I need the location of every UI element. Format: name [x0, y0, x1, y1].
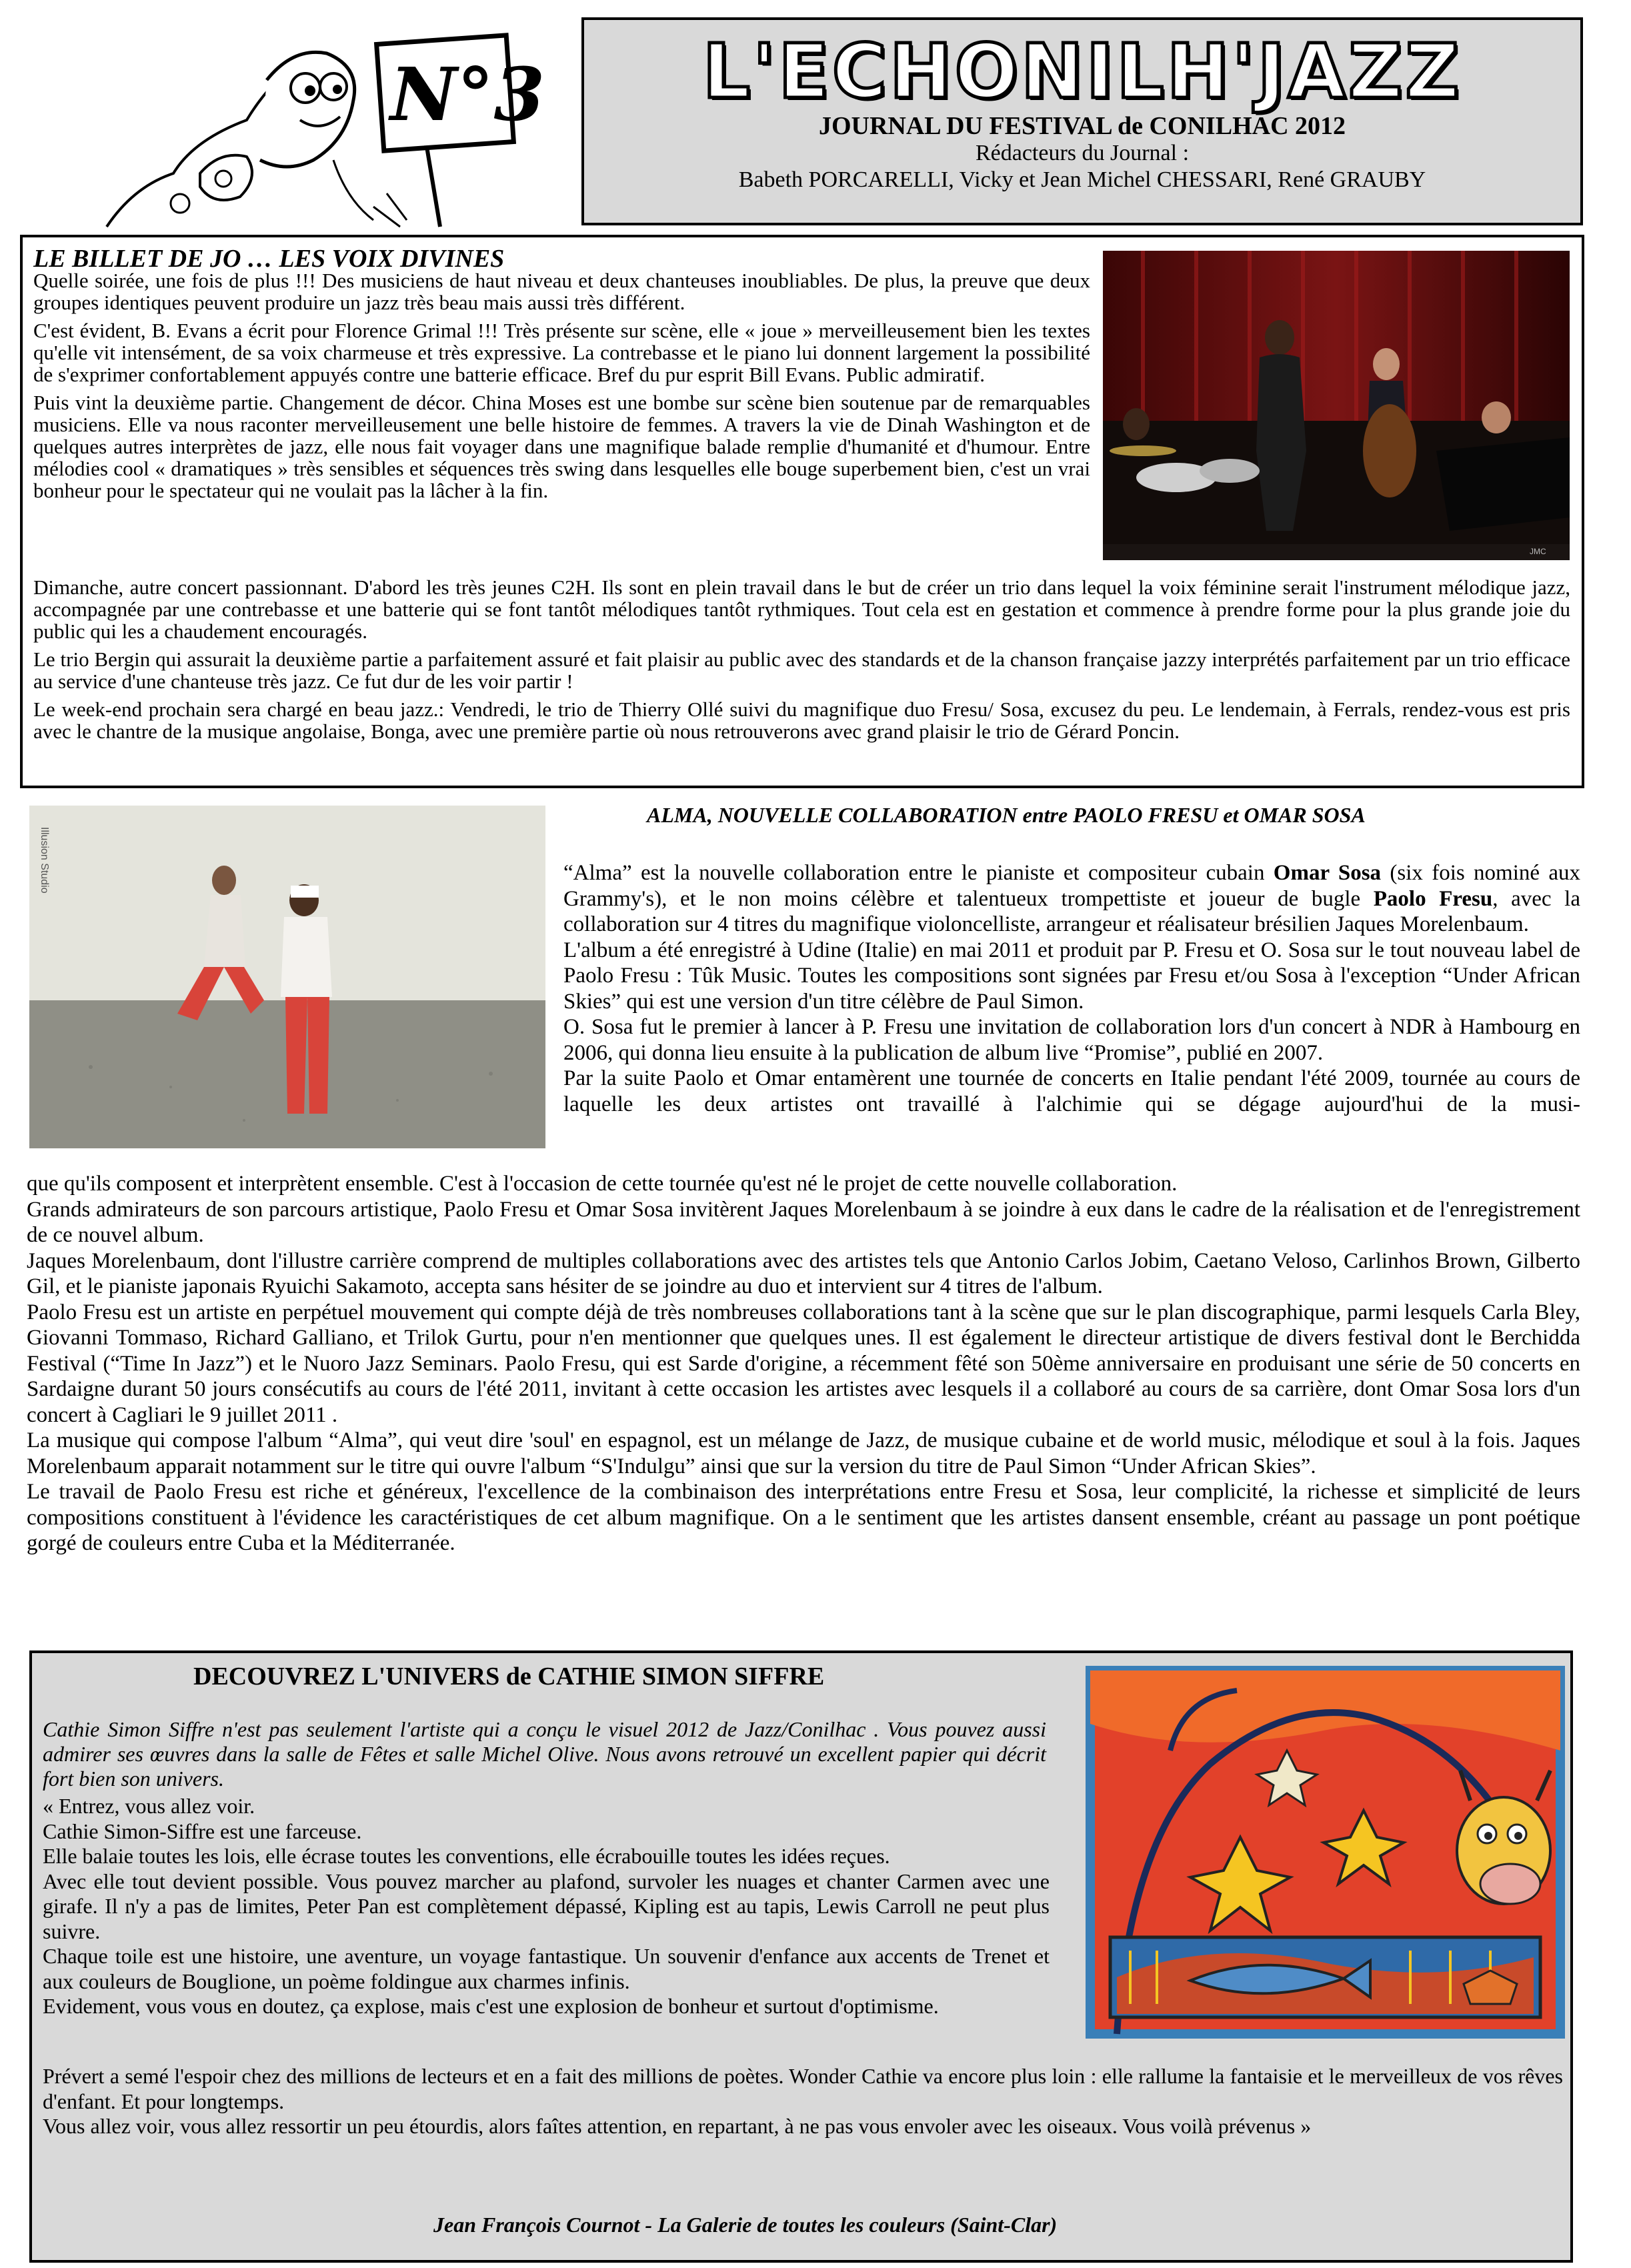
alma-paragraph-4-start: Par la suite Paolo et Omar entamèrent une tournée de concerts en Italie pendant l'été 2009, tournée au cours de laquelle les deux artistes ont travaillé à l'alchimie qui se dégage aujourd'hui de la musi-: [563, 1066, 1580, 1116]
alma-paragraph-6: Jaques Morelenbaum, dont l'illustre carrière comprend de multiples collaborations avec des artistes tels que Antonio Carlos Jobim, Caetano Veloso, Carlinhos Brown, Gilberto Gil, et le pianiste japonais Ryuichi Sakamoto, accepta sans hésiter de se joindre au duo et intervient sur 4 titres de l'album.: [27, 1248, 1580, 1298]
alma-paragraph-9: Le travail de Paolo Fresu est riche et généreux, l'excellence de la combinaison des interprétations entre Fresu et Sosa, leur complicité, la richesse et simplicité de leurs compositions constituent à l'évidence les caractéristiques de cet album magnifique. On a le sentiment que les artistes dansent ensemble, créant au passage un pont poétique gorgé de couleurs entre Cuba et la Méditerranée.: [27, 1480, 1580, 1555]
alma-paragraph-8: La musique qui compose l'album “Alma”, qui veut dire 'soul' en espagnol, est un mélange de Jazz, de musique cubaine et de world music, mélodique et soul à la fois. Jaques Morelenbaum apparait notamment sur le titre qui ouvre l'album “S'Indulgu” ainsi que sur la version du titre de Paul Simon “Under African Skies”.: [27, 1428, 1580, 1478]
billet-paragraph-3: Puis vint la deuxième partie. Changement de décor. China Moses est une bombe sur scène bien soutenue par de remarquables musiciens. Elle va nous raconter merveilleusement une belle histoire de femmes. A travers la vie de Dinah Washington et de quelques autres interprètes de jazz, elle nous fait voyager dans une magnifique balade remplie d'humanité et d'humour. Entre mélodies cool « dramatiques » très sensibles et séquences très swing dans lesquelles elle bouge superbement bien, c'est un vrai bonheur pour le spectateur qui ne voulait pas la lâcher à la fin.: [33, 391, 1090, 502]
alma-paragraph-2: L'album a été enregistré à Udine (Italie) en mai 2011 et produit par P. Fresu et O. Sosa sur le tout nouveau label de Paolo Fresu : Tûk Music. Toutes les compositions sont signées par Fresu et/ou Sosa à l'exception “Under African Skies” qui est une version d'un titre célèbre de Paul Simon.: [563, 938, 1580, 1014]
quote-line-2: Cathie Simon-Siffre est une farceuse.: [43, 1819, 362, 1843]
billet-paragraph-6: Le week-end prochain sera chargé en beau jazz.: Vendredi, le trio de Thierry Ollé suivi du magnifique duo Fresu/ Sosa, excusez du peu. Le lendemain, à Ferrals, rendez-vous est pris avec le chantre de la musique angolaise, Bonga, avec une première partie où nous retrouverons avec grand plaisir le trio de Gérard Poncin.: [33, 698, 1570, 743]
cathie-signature: Jean François Cournot - La Galerie de toutes les couleurs (Saint-Clar): [433, 2213, 1058, 2237]
quote-line-3: Elle balaie toutes les lois, elle écrase toutes les conventions, elle écrabouille toutes les idées reçues.: [43, 1844, 890, 1868]
alma-paragraph-5: Grands admirateurs de son parcours artistique, Paolo Fresu et Omar Sosa invitèrent Jaques Morelenbaum à se joindre à eux dans le cadre de la réalisation et de l'enregistrement de ce nouvel album.: [27, 1197, 1580, 1247]
photo-credit: JMC: [1530, 547, 1546, 556]
paolo-fresu-name: Paolo Fresu: [1373, 886, 1493, 911]
cathie-intro: Cathie Simon Siffre n'est pas seulement l'artiste qui a conçu le visuel 2012 de Jazz/Conilhac . Vous pouvez aussi admirer ses œuvres dans la salle de Fêtes et salle Michel Olive. Nous avons retrouvé un excellent papier qui décrit fort bien son univers.: [43, 1717, 1046, 1791]
omar-sosa-name: Omar Sosa: [1273, 861, 1382, 885]
alma-paragraph-4-end: que qu'ils composent et interprètent ensemble. C'est à l'occasion de cette tournée qu'est né le projet de cette nouvelle collaboration.: [27, 1172, 1178, 1196]
alma-full-column: [27, 1171, 1580, 1556]
masthead: [581, 17, 1583, 225]
photo-watermark: Illusion Studio: [39, 827, 50, 894]
quote-line-6: Evidement, vous vous en doutez, ça explose, mais c'est une explosion de bonheur et surtout d'optimisme.: [43, 1994, 939, 2018]
alma-paragraph-7: Paolo Fresu est un artiste en perpétuel mouvement qui compte déjà de très nombreuses collaborations tant à la scène que sur le plan discographique, parmi lesquels Carla Bley, Giovanni Tommaso, Richard Galliano, et Trilok Gurtu, pour n'en mentionner que quelques unes. Il est également le directeur artistique de divers festival dont le Berchidda Festival (“Time In Jazz”) et le Nuoro Jazz Seminars. Paolo Fresu, qui est Sarde d'origine, a récemment fêté son 50ème anniversaire en produisant une série de 50 concerts en Sardaigne durant 50 jours consécutifs au cours de l'été 2011, invitant à cette occasion les artistes avec lesquels il a collaboré au cours de sa carrière, dont Omar Sosa lors d'un concert à Cagliari le 9 juillet 2011 .: [27, 1300, 1580, 1427]
cathie-quote-full: [43, 2064, 1563, 2139]
editors-label: Rédacteurs du Journal :: [975, 141, 1190, 165]
billet-column: [33, 269, 1090, 507]
alma-paragraph-1: “Alma” est la nouvelle collaboration entre le pianiste et compositeur cubain Omar Sosa (six fois nominé aux Grammy's), et le non moins célèbre et talentueux trompettiste et joueur de bugle Paolo Fresu, avec la collaboration sur 4 titres du magnifique violoncelliste, arrangeur et réalisateur brésilien Jaques Morelenbaum.: [563, 861, 1581, 936]
alma-right-column: [563, 860, 1580, 1117]
journal-subtitle: JOURNAL DU FESTIVAL de CONILHAC 2012: [818, 112, 1346, 140]
billet-bottom-column: [33, 576, 1570, 748]
quote-line-7: Prévert a semé l'espoir chez des millions de lecteurs et en a fait des millions de poètes. Wonder Cathie va encore plus loin : elle rallume la fantaisie et le merveilleux de vos rêves d'enfant. Et pour longtemps.: [43, 2064, 1563, 2113]
billet-title: LE BILLET DE JO … LES VOIX DIVINES: [33, 245, 505, 273]
journal-title: L'ECHONILH'JAZZ: [702, 29, 1462, 115]
billet-paragraph-2: C'est évident, B. Evans a écrit pour Florence Grimal !!! Très présente sur scène, elle « joue » merveilleusement bien les textes qu'elle vit intensément, de sa voix charmeuse et très expressive. La contrebasse et le piano lui donnent largement la possibilité de s'exprimer confortablement appuyés contre une batterie efficace. Bref du pur esprit Bill Evans. Public admiratif.: [33, 319, 1090, 386]
quote-line-5: Chaque toile est une histoire, une aventure, un voyage fantastique. Un souvenir d'enfance aux accents de Trenet et aux couleurs de Bouglione, un poème foldingue aux charmes infinis.: [43, 1944, 1050, 1993]
billet-paragraph-1: Quelle soirée, une fois de plus !!! Des musiciens de haut niveau et deux chanteuses inoubliables. De plus, la preuve que deux groupes identiques peuvent produire un jazz très beau mais aussi très différent.: [33, 269, 1090, 314]
cathie-quote-column: [43, 1794, 1050, 2019]
quote-line-1: « Entrez, vous allez voir.: [43, 1794, 255, 1818]
cathie-painting: [1090, 1670, 1560, 2034]
concert-photo: [1103, 251, 1570, 560]
fresu-sosa-photo: [24, 800, 551, 1154]
editors-names: Babeth PORCARELLI, Vicky et Jean Michel CHESSARI, René GRAUBY: [738, 167, 1426, 192]
cathie-title: DECOUVREZ L'UNIVERS de CATHIE SIMON SIFFRE: [193, 1662, 825, 1690]
issue-number: N°3: [390, 51, 545, 137]
billet-paragraph-4: Dimanche, autre concert passionnant. D'abord les très jeunes C2H. Ils sont en plein travail dans le but de créer un trio dans lequel la voix féminine serait l'instrument mélodique jazz, accompagnée par une contrebasse et une batterie qui se font tantôt mélodiques tantôt rythmiques. Tout cela est en gestation et commence à prendre forme pour la plus grande joie du public qui les a chaudement encouragés.: [33, 576, 1570, 643]
quote-line-4: Avec elle tout devient possible. Vous pouvez marcher au plafond, survoler les nuages et chanter Carmen avec une girafe. Il n'y a pas de limites, Peter Pan est complètement dépassé, Kipling est au tapis, Lewis Carroll ne peut plus suivre.: [43, 1869, 1050, 1943]
alma-title: ALMA, NOUVELLE COLLABORATION entre PAOLO FRESU et OMAR SOSA: [647, 803, 1366, 827]
newspaper-mascot-logo: [93, 7, 545, 233]
alma-paragraph-3: O. Sosa fut le premier à lancer à P. Fresu une invitation de collaboration lors d'un concert à NDR à Hambourg en 2006, qui donna lieu ensuite à la publication de album live “Promise”, publié en 2007.: [563, 1015, 1580, 1065]
billet-paragraph-5: Le trio Bergin qui assurait la deuxième partie a parfaitement assuré et fait plaisir au public avec des standards et de la chanson française jazzy interprétés parfaitement par un trio efficace au service d'une chanteuse très jazz. Ce fut dur de les voir partir !: [33, 648, 1570, 693]
quote-line-8: Vous allez voir, vous allez ressortir un peu étourdis, alors faîtes attention, en repartant, à ne pas vous envoler avec les oiseaux. Vous voilà prévenus »: [43, 2114, 1312, 2138]
